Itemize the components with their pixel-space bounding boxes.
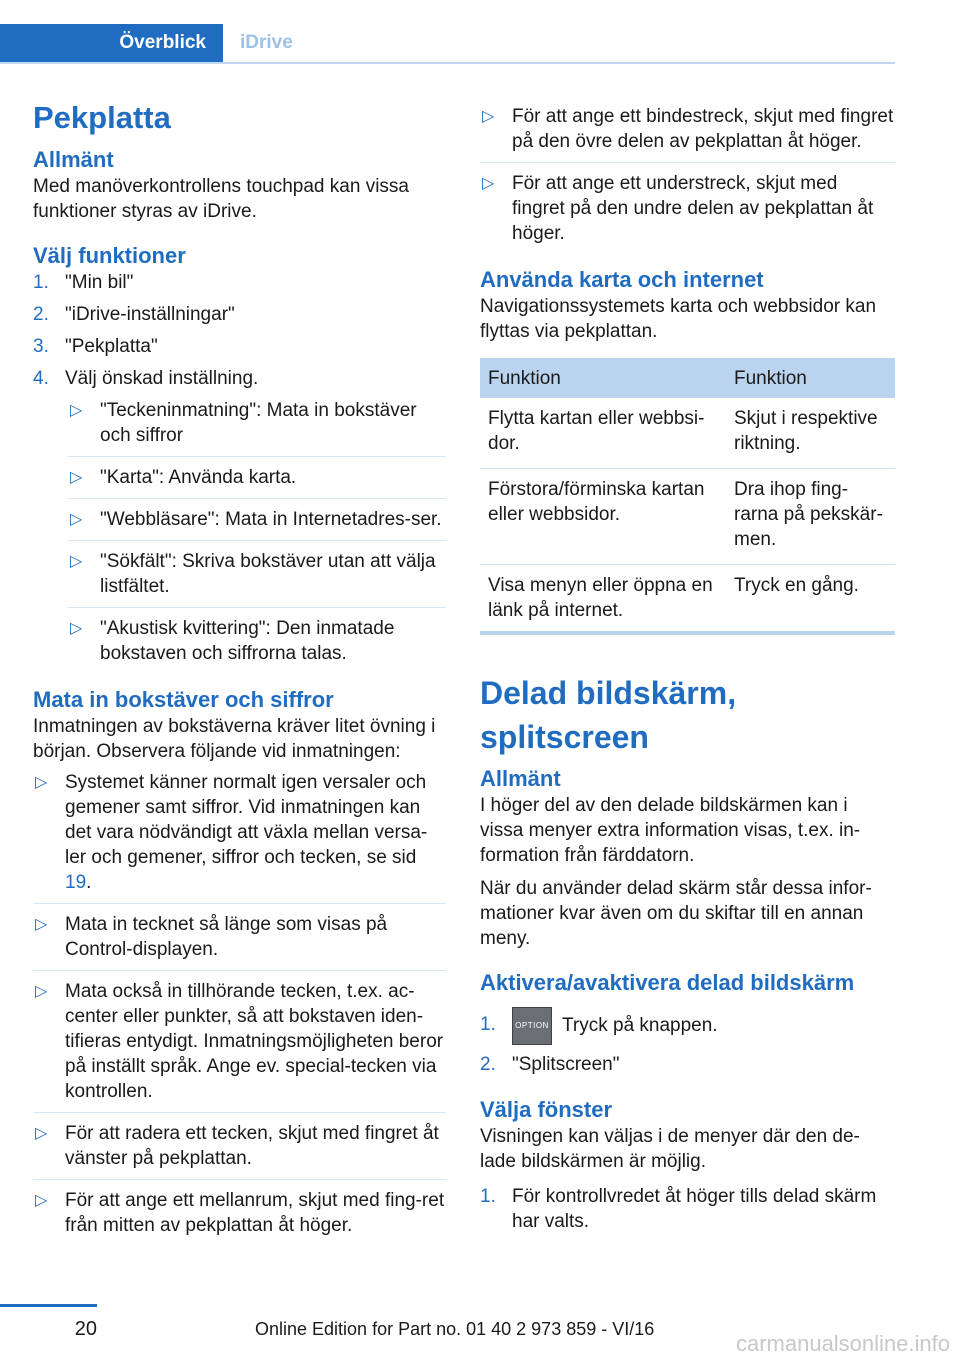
section-heading-allmant: Allmänt: [33, 147, 114, 172]
step-text: "Splitscreen": [512, 1054, 620, 1075]
left-column: [33, 96, 446, 1254]
list-item: [480, 171, 895, 254]
section-heading-aktivera: Aktivera/avaktivera delad bildskärm: [480, 970, 855, 995]
section-heading-mata-in: Mata in bokstäver och siffror: [33, 687, 334, 712]
list-item: [33, 302, 446, 327]
bullet-text: Mata också in tillhörande tecken, t.ex. ac-center eller punkter, så att bokstaven iden-tifieras entydigt. Inmatningsmöjligheten beror på inställt språk. Ange ev. special-tecken via kontrollen.: [65, 981, 444, 1102]
triangle-bullet-icon: ▷: [70, 553, 83, 570]
table-cell: Dra ihop fing-rarna på pekskär-men.: [726, 469, 895, 565]
step-number: 3.: [33, 336, 49, 357]
bullet-text-end: .: [86, 872, 92, 893]
allmant-text: Med manöverkontrollens touchpad kan vissa funktioner styras av iDrive.: [33, 176, 409, 222]
table-row: [480, 398, 895, 469]
list-item: [480, 1184, 895, 1234]
bullet-text: För att ange ett bindestreck, skjut med fingret på den övre delen av pekplattan åt höger.: [512, 106, 894, 152]
list-item: [480, 104, 895, 163]
settings-bullet-list: [68, 398, 446, 674]
list-item: [68, 507, 446, 541]
page-link[interactable]: 19: [65, 872, 87, 893]
bullet-text: "Teckeninmatning": Mata in bokstäver och siffror: [100, 400, 417, 446]
table-header: Funktion: [726, 358, 895, 398]
list-item: [68, 465, 446, 499]
table-row: [480, 565, 895, 634]
section-heading-allmant-2: Allmänt: [480, 766, 561, 791]
list-item: [33, 912, 446, 971]
triangle-bullet-icon: ▷: [70, 469, 83, 486]
table-cell: Visa menyn eller öppna en länk på internet.: [480, 565, 726, 634]
triangle-bullet-icon: ▷: [35, 1192, 48, 1209]
step-text: "Min bil": [65, 272, 134, 293]
bullet-text: "Sökfält": Skriva bokstäver utan att välja listfältet.: [100, 551, 436, 597]
triangle-bullet-icon: ▷: [70, 511, 83, 528]
bullet-text: "Webbläsare": Mata in Internetadres-ser.: [100, 509, 442, 530]
bullet-text: "Akustisk kvittering": Den inmatade bokstaven och siffrorna talas.: [100, 618, 395, 664]
steps-list: [33, 270, 446, 391]
list-item: [33, 979, 446, 1113]
list-item: [68, 398, 446, 457]
section-heading-karta: Använda karta och internet: [480, 267, 764, 292]
page-number: 20: [74, 1318, 97, 1340]
footer-rule: [0, 1304, 97, 1307]
list-item: [33, 770, 446, 904]
list-item: [33, 1188, 446, 1246]
list-item: [33, 270, 446, 295]
table-cell: Skjut i respektive riktning.: [726, 398, 895, 469]
bullet-text: "Karta": Använda karta.: [100, 467, 297, 488]
table-row: [480, 469, 895, 565]
triangle-bullet-icon: ▷: [35, 916, 48, 933]
option-button-icon: OPTION: [512, 1007, 552, 1045]
right-column: [480, 104, 895, 1241]
delad-text-2: När du använder delad skärm står dessa infor-mationer kvar även om du skiftar till en annan meny.: [480, 878, 872, 949]
step-text: "iDrive-inställningar": [65, 304, 235, 325]
step-number: 2.: [480, 1054, 496, 1075]
list-item: [480, 1007, 895, 1045]
header-tabbar: [0, 24, 895, 64]
section-heading-valja-fonster: Välja fönster: [480, 1097, 613, 1122]
step-text: "Pekplatta": [65, 336, 158, 357]
page-title: Pekplatta: [33, 100, 171, 135]
section-title-delad-bildskarm: Delad bildskärm, splitscreen: [480, 675, 737, 755]
list-item: [68, 549, 446, 608]
edition-text: Online Edition for Part no. 01 40 2 973 859 - VI/16: [255, 1319, 655, 1339]
triangle-bullet-icon: ▷: [70, 620, 83, 637]
bullet-text: För att ange ett mellanrum, skjut med fing-ret från mitten av pekplattan åt höger.: [65, 1190, 445, 1236]
table-header-row: [480, 358, 895, 398]
step-number: 4.: [33, 368, 49, 389]
triangle-bullet-icon: ▷: [482, 175, 495, 192]
triangle-bullet-icon: ▷: [35, 1125, 48, 1142]
delad-text-1: I höger del av den delade bildskärmen kan i vissa menyer extra information visas, t.ex. in-formation från färddatorn.: [480, 795, 861, 866]
input-bullet-list: [33, 770, 446, 1246]
bullet-text: Systemet känner normalt igen versaler och gemener samt siffror. Vid inmatningen kan det vara nödvändigt att växla mellan versa-ler och gemener, siffror och tecken, se sid: [65, 772, 428, 868]
step-text: Tryck på knappen.: [562, 1015, 718, 1037]
step-number: 1.: [480, 1186, 496, 1207]
table-header: Funktion: [480, 358, 726, 398]
dash-bullet-list: [480, 104, 895, 254]
bullet-text: För att ange ett understreck, skjut med fingret på den undre delen av pekplattan åt höger.: [512, 173, 874, 244]
triangle-bullet-icon: ▷: [35, 774, 48, 791]
triangle-bullet-icon: ▷: [70, 402, 83, 419]
triangle-bullet-icon: ▷: [35, 983, 48, 1000]
section-heading-valj-funktioner: Välj funktioner: [33, 243, 186, 268]
function-table: [480, 358, 895, 635]
list-item: [33, 334, 446, 359]
tab-idrive[interactable]: iDrive: [240, 32, 293, 53]
table-cell: Förstora/förminska kartan eller webbsidor.: [480, 469, 726, 565]
valja-steps: [480, 1184, 895, 1234]
karta-text: Navigationssystemets karta och webbsidor kan flyttas via pekplattan.: [480, 296, 877, 342]
list-item: [480, 1052, 895, 1077]
step-text: För kontrollvredet åt höger tills delad skärm har valts.: [512, 1186, 877, 1232]
step-number: 1.: [33, 272, 49, 293]
table-cell: Tryck en gång.: [726, 565, 895, 634]
tab-overblick[interactable]: Överblick: [0, 24, 223, 62]
list-item: [33, 1121, 446, 1180]
aktivera-steps: [480, 1007, 895, 1077]
step-text: Välj önskad inställning.: [65, 368, 259, 389]
list-item: [68, 616, 446, 674]
valja-text: Visningen kan väljas i de menyer där den de-lade bildskärmen är möjlig.: [480, 1126, 860, 1172]
step-number: 1.: [480, 1014, 496, 1035]
watermark: carmanualsonline.info: [735, 1331, 950, 1356]
step-number: 2.: [33, 304, 49, 325]
bullet-text: För att radera ett tecken, skjut med fingret åt vänster på pekplattan.: [65, 1123, 439, 1169]
mata-text: Inmatningen av bokstäverna kräver litet övning i början. Observera följande vid inmatningen:: [33, 716, 436, 762]
triangle-bullet-icon: ▷: [482, 108, 495, 125]
table-cell: Flytta kartan eller webbsi-dor.: [480, 398, 726, 469]
bullet-text: Mata in tecknet så länge som visas på Control-displayen.: [65, 914, 388, 960]
list-item: [33, 366, 446, 391]
